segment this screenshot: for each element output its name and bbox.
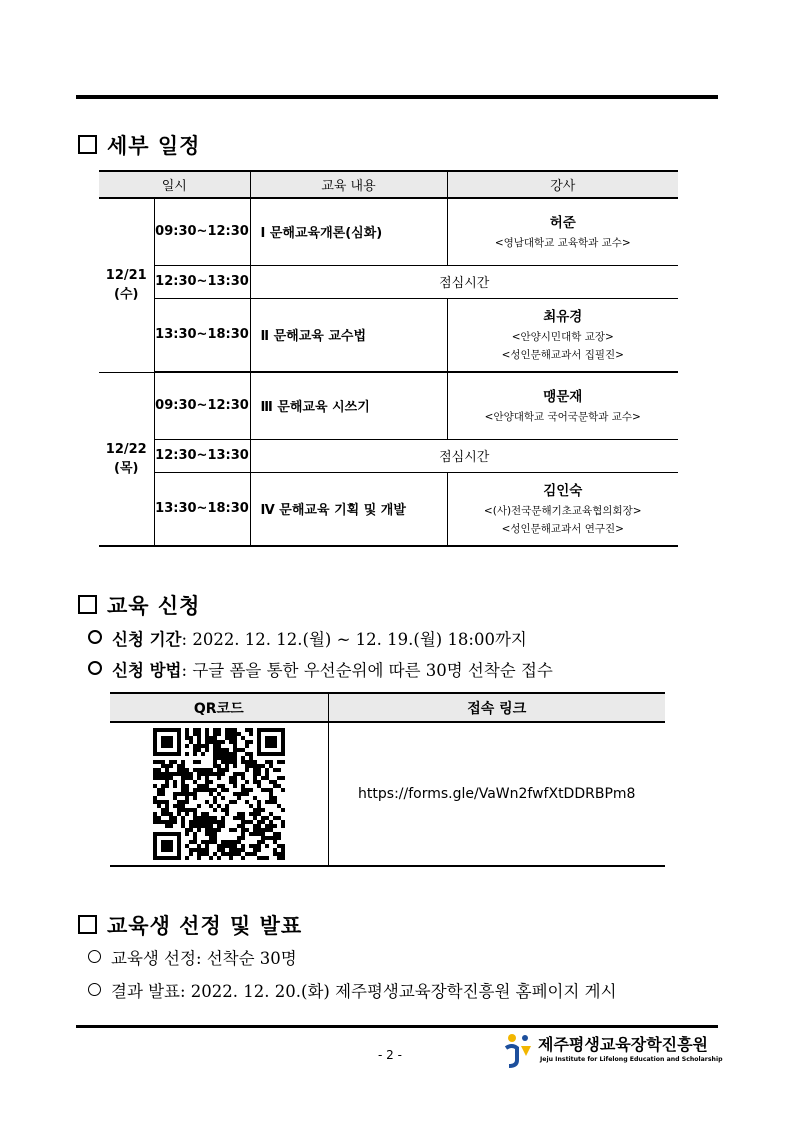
section-heading-schedule: 세부 일정 — [78, 130, 200, 160]
section-heading-selection: 교육생 선정 및 발표 — [78, 910, 302, 940]
schedule-date: 12/21 (수) — [99, 198, 154, 372]
col-header-lecturer: 강사 — [447, 171, 678, 198]
lunch-cell: 점심시간 — [250, 265, 678, 298]
content-cell: Ⅱ 문해교육 교수법 — [250, 298, 447, 372]
lecturer-name: 맹문재 — [543, 389, 583, 406]
col-header-content: 교육 내용 — [250, 171, 447, 198]
lecturer-affiliation: <성인문해교과서 집필진> — [501, 349, 624, 362]
col-header-qr: QR코드 — [110, 693, 328, 722]
link-table-header-row — [110, 693, 665, 722]
col-header-link: 접속 링크 — [328, 693, 665, 722]
time-cell: 12:30~13:30 — [154, 439, 250, 472]
bottom-rule — [76, 1025, 718, 1028]
content-cell: Ⅲ 문해교육 시쓰기 — [250, 372, 447, 439]
lecturer-name: 허준 — [549, 215, 576, 232]
lecturer-affiliation: <성인문해교과서 연구진> — [501, 523, 624, 536]
org-name-en: Jeju Institute for Lifelong Education and Scholarship — [540, 1056, 723, 1063]
schedule-header-row — [99, 171, 678, 198]
section-heading-application: 교육 신청 — [78, 590, 200, 620]
link-cell — [328, 722, 665, 866]
form-link[interactable]: https://forms.gle/VaWn2fwfXtDDRBPm8 — [358, 786, 636, 802]
content-cell: Ⅳ 문해교육 기획 및 개발 — [250, 472, 447, 546]
table-row — [99, 472, 678, 546]
circle-bullet-icon — [88, 950, 101, 963]
table-row — [99, 372, 678, 439]
square-bullet-icon — [78, 135, 97, 154]
lecturer-affiliation: <안양시민대학 교장> — [511, 331, 614, 344]
selection-item: 교육생 선정: 선착순 30명 — [88, 945, 297, 969]
table-row — [110, 722, 665, 866]
time-cell: 13:30~18:30 — [154, 472, 250, 546]
schedule-table — [99, 170, 678, 547]
qr-cell — [110, 722, 328, 866]
lecturer-cell — [447, 198, 678, 265]
lecturer-name: 최유경 — [543, 309, 583, 326]
lecturer-affiliation: <영남대학교 교육학과 교수> — [494, 237, 631, 250]
selection-item: 결과 발표: 2022. 12. 20.(화) 제주평생교육장학진흥원 홈페이지 게시 — [88, 978, 617, 1002]
time-cell: 13:30~18:30 — [154, 298, 250, 372]
period-value: : 2022. 12. 12.(월) ~ 12. 19.(월) 18:00까지 — [181, 630, 527, 649]
col-header-datetime: 일시 — [99, 171, 250, 198]
period-label: 신청 기간 — [112, 630, 182, 649]
table-row — [99, 298, 678, 372]
schedule-date: 12/22 (목) — [99, 372, 154, 546]
org-name-ko: 제주평생교육장학진흥원 — [538, 1035, 709, 1054]
page-number: - 2 - — [378, 1048, 402, 1062]
circle-bullet-icon — [88, 630, 102, 644]
lecturer-cell — [447, 472, 678, 546]
method-label: 신청 방법 — [112, 661, 182, 680]
content-cell: Ⅰ 문해교육개론(심화) — [250, 198, 447, 265]
lecturer-affiliation: <(사)전국문해기초교육협의회장> — [483, 505, 642, 518]
application-link-table — [110, 692, 665, 867]
time-cell: 09:30~12:30 — [154, 372, 250, 439]
method-value: : 구글 폼을 통한 우선순위에 따른 30명 선착순 접수 — [181, 661, 553, 680]
time-cell: 09:30~12:30 — [154, 198, 250, 265]
application-method — [88, 657, 553, 681]
org-emblem-icon — [503, 1032, 535, 1068]
square-bullet-icon — [78, 915, 97, 934]
table-row — [99, 198, 678, 265]
table-row — [99, 265, 678, 298]
circle-bullet-icon — [88, 661, 102, 675]
lecturer-cell — [447, 298, 678, 372]
qr-code-icon[interactable] — [153, 728, 285, 860]
org-logo — [503, 1030, 723, 1070]
time-cell: 12:30~13:30 — [154, 265, 250, 298]
square-bullet-icon — [78, 595, 97, 614]
circle-bullet-icon — [88, 983, 101, 996]
lecturer-name: 김인숙 — [543, 483, 583, 500]
lecturer-affiliation: <안양대학교 국어국문학과 교수> — [484, 411, 641, 424]
lunch-cell: 점심시간 — [250, 439, 678, 472]
lecturer-cell — [447, 372, 678, 439]
table-row — [99, 439, 678, 472]
application-period — [88, 626, 527, 650]
top-rule — [76, 95, 718, 99]
